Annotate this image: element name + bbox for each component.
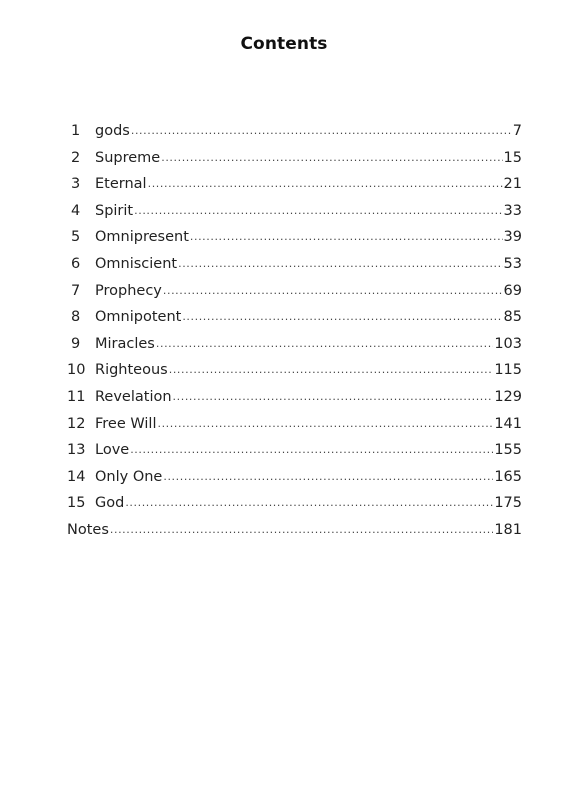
toc-dot-leader: [156, 331, 493, 358]
toc-entry-title: Righteous: [95, 362, 168, 379]
toc-dot-leader: [131, 118, 512, 145]
toc-dot-leader: [110, 517, 493, 544]
toc-entry-page: 175: [494, 495, 522, 512]
toc-entry-page: 115: [494, 362, 522, 379]
table-of-contents: [67, 118, 522, 544]
toc-entry-11[interactable]: [67, 384, 522, 411]
toc-entry-title: Only One: [95, 468, 163, 485]
toc-dot-leader: [190, 224, 503, 251]
toc-entry-page: 85: [503, 309, 522, 326]
toc-dot-leader: [163, 278, 503, 305]
toc-entry-2[interactable]: [67, 145, 522, 172]
toc-entry-1[interactable]: [67, 118, 522, 145]
toc-entry-page: 155: [494, 442, 522, 459]
toc-entry-number: 4: [71, 202, 81, 219]
toc-entry-notes[interactable]: [67, 517, 522, 544]
toc-entry-page: 7: [512, 123, 522, 139]
toc-entry-page: 181: [494, 521, 522, 538]
toc-entry-number: 5: [71, 229, 81, 246]
toc-entry-number: 15: [67, 495, 86, 512]
toc-dot-leader: [148, 171, 503, 198]
toc-entry-title: Omniscient: [95, 255, 178, 272]
toc-dot-leader: [169, 357, 494, 384]
toc-entry-9[interactable]: [67, 331, 522, 358]
toc-entry-8[interactable]: [67, 304, 522, 331]
toc-entry-title: Spirit: [95, 202, 134, 219]
toc-entry-number: 2: [71, 149, 81, 166]
toc-entry-title: Miracles: [95, 335, 155, 352]
toc-entry-title: Supreme: [95, 149, 161, 166]
toc-entry-number: 10: [67, 362, 86, 379]
toc-dot-leader: [161, 145, 502, 172]
toc-entry-13[interactable]: [67, 437, 522, 464]
toc-entry-12[interactable]: [67, 411, 522, 438]
toc-entry-4[interactable]: [67, 198, 522, 225]
toc-entry-number: 3: [71, 176, 81, 193]
toc-entry-14[interactable]: [67, 464, 522, 491]
toc-entry-title: Revelation: [95, 388, 172, 405]
toc-dot-leader: [130, 437, 493, 464]
toc-dot-leader: [163, 464, 493, 491]
toc-entry-title: Free Will: [95, 415, 157, 432]
toc-entry-page: 69: [503, 282, 522, 299]
toc-entry-10[interactable]: [67, 357, 522, 384]
toc-entry-page: 53: [503, 255, 522, 272]
toc-entry-page: 103: [494, 335, 522, 352]
toc-entry-title: Love: [95, 442, 130, 459]
toc-entry-number: 6: [71, 255, 81, 272]
toc-entry-title: Prophecy: [95, 282, 162, 299]
toc-dot-leader: [134, 198, 502, 225]
toc-entry-15[interactable]: [67, 490, 522, 517]
toc-entry-title: Omnipresent: [95, 229, 189, 246]
toc-entry-7[interactable]: [67, 278, 522, 305]
toc-entry-title: Notes: [67, 521, 109, 538]
toc-entry-page: 15: [503, 149, 522, 166]
toc-entry-number: 1: [71, 123, 81, 139]
toc-entry-6[interactable]: [67, 251, 522, 278]
toc-entry-number: 7: [71, 282, 81, 299]
toc-dot-leader: [173, 384, 494, 411]
toc-entry-title: God: [95, 495, 125, 512]
toc-entry-page: 33: [503, 202, 522, 219]
toc-entry-page: 129: [494, 388, 522, 405]
toc-entry-title: Omnipotent: [95, 309, 182, 326]
toc-entry-page: 165: [494, 468, 522, 485]
toc-dot-leader: [178, 251, 502, 278]
toc-entry-5[interactable]: [67, 224, 522, 251]
toc-entry-title: Eternal: [95, 176, 147, 193]
toc-entry-number: 14: [67, 468, 86, 485]
toc-entry-number: 13: [67, 442, 86, 459]
toc-entry-page: 39: [503, 229, 522, 246]
toc-dot-leader: [125, 490, 493, 517]
toc-dot-leader: [182, 304, 502, 331]
toc-entry-number: 8: [71, 309, 81, 326]
toc-entry-page: 21: [503, 176, 522, 193]
toc-entry-number: 11: [67, 388, 86, 405]
toc-entry-title: gods: [95, 123, 130, 139]
toc-dot-leader: [157, 411, 493, 438]
toc-entry-number: 9: [71, 335, 81, 352]
page-title: Contents: [240, 34, 328, 54]
toc-entry-page: 141: [494, 415, 522, 432]
toc-entry-number: 12: [67, 415, 86, 432]
toc-entry-3[interactable]: [67, 171, 522, 198]
